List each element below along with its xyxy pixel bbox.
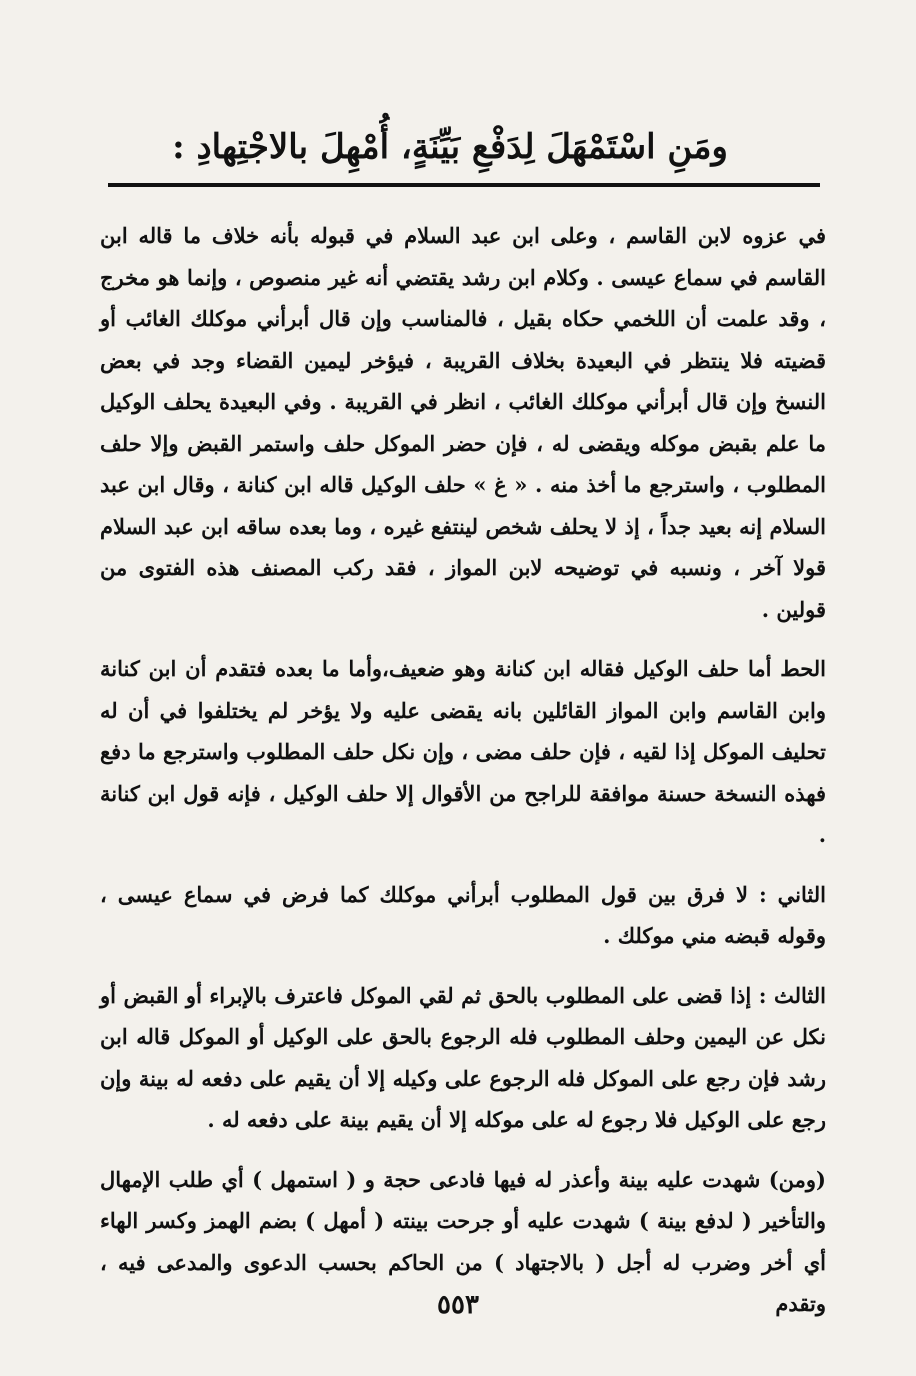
paragraph-second: الثاني : لا فرق بين قول المطلوب أبرأني موكلك كما فرض في سماع عيسى ، وقوله قبضه مني موكلك . — [100, 881, 826, 948]
paragraph-third: الثالث : إذا قضى على المطلوب بالحق ثم لقي الموكل فاعترف بالإبراء أو القبض أو نكل عن اليمين وحلف المطلوب فله الرجوع بالحق على الوكيل أو الموكل قاله ابن رشد فإن رجع على الموكل فله الرجوع على وكيله إلا أن يقيم على دفعه له بينة وإن رجع على الوكيل فلا رجوع له على موكله إلا أن يقيم بينة على دفعه له . — [100, 982, 826, 1132]
paragraph-matn: (ومن) شهدت عليه بينة وأعذر له فيها فادعى حجة و ( استمهل ) أي طلب الإمهال والتأخير ( لدفع بينة ) شهدت عليه أو جرحت بينته ( أمهل ) بضم الهمز وكسر الهاء أي أخر وضرب له أجل ( بالاجتهاد ) من الحاكم بحسب الدعوى والمدعى فيه ، وتقدم — [100, 1166, 826, 1316]
page-title: ومَنِ اسْتَمْهَلَ لِدَفْعِ بَيِّنَةٍ، أُمْهِلَ بالاجْتِهادِ : — [172, 127, 728, 167]
page-number: ٥٥٣ — [437, 1290, 479, 1320]
title-rule — [108, 183, 820, 187]
paragraph-hattab: الحط أما حلف الوكيل فقاله ابن كنانة وهو ضعيف،وأما ما بعده فتقدم أن ابن كنانة وابن القاسم وابن المواز القائلين بانه يقضى عليه ولا يؤخر لم يختلفوا في أن له تحليف الموكل إذا لقيه ، فإن حلف مضى ، وإن نكل حلف المطلوب واسترجع ما دفع فهذه النسخة حسنة موافقة للراجح من الأقوال إلا حلف الوكيل ، فإنه قول ابن كنانة . — [100, 656, 826, 847]
paragraph-commentary: في عزوه لابن القاسم ، وعلى ابن عبد السلام في قبوله بأنه خلاف ما قاله ابن القاسم في سماع عيسى . وكلام ابن رشد يقتضي أنه غير منصوص ، وإنما هو مخرج ، وقد علمت أن اللخمي حكاه بقيل ، فالمناسب وإن قال أبرأني موكلك الغائب أو قضيته فلا ينتظر في البعيدة بخلاف القريبة ، فيؤخر ليمين القضاء وجد في بعض النسخ وإن قال أبرأني موكلك الغائب ، انظر في القريبة . وفي البعيدة يحلف الوكيل ما علم بقبض موكله ويقضى له ، فإن حضر الموكل حلف واستمر القبض وإلا حلف المطلوب ، واسترجع ما أخذ منه . « غ » حلف الوكيل قاله ابن كنانة ، وقال ابن عبد السلام إنه بعيد جداً ، إذ لا يحلف شخص لينتفع غيره ، وما بعده ساقه ابن عبد السلام قولا آخر ، ونسبه في توضيحه لابن المواز ، فقد ركب المصنف هذه الفتوى من قولين . — [100, 223, 826, 622]
page-body — [100, 215, 826, 1325]
